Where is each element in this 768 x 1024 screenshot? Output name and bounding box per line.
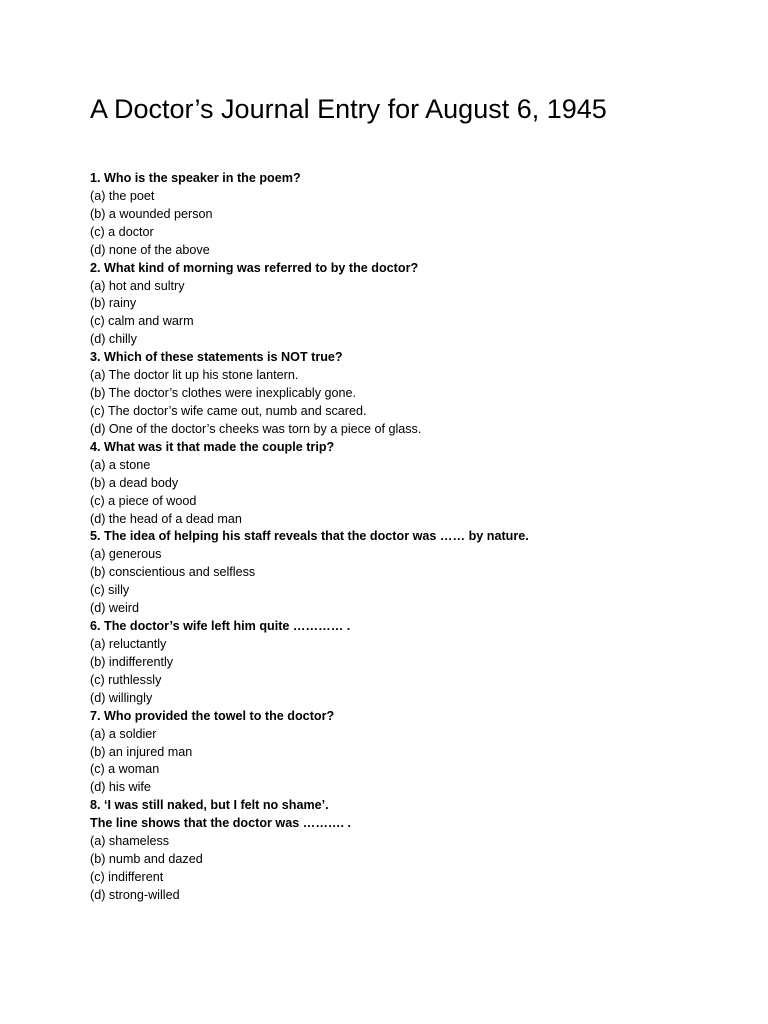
answer-option: (d) the head of a dead man: [90, 511, 242, 526]
question-text: 3. Which of these statements is NOT true?: [90, 350, 343, 365]
answer-option: (b) a wounded person: [90, 206, 213, 221]
answer-option: (a) the poet: [90, 188, 155, 203]
answer-option: (c) calm and warm: [90, 314, 194, 329]
question-block: [90, 170, 730, 260]
answer-option: (a) reluctantly: [90, 636, 167, 651]
answer-option: (b) indifferently: [90, 654, 174, 669]
question-block: [90, 797, 730, 905]
question-block: [90, 349, 730, 439]
question-text: 4. What was it that made the couple trip?: [90, 439, 335, 454]
question-text: 1. Who is the speaker in the poem?: [90, 171, 301, 185]
answer-option: (b) a dead body: [90, 475, 179, 490]
answer-option: (c) ruthlessly: [90, 672, 162, 687]
question-text: 5. The idea of helping his staff reveals that the doctor was …… by nature.: [90, 529, 529, 544]
answer-option: (d) weird: [90, 601, 139, 616]
page-title: A Doctor’s Journal Entry for August 6, 1945: [90, 94, 607, 124]
answer-option: (d) willingly: [90, 690, 153, 705]
answer-option: (c) silly: [90, 583, 130, 598]
question-block: [90, 708, 730, 798]
question-text: 6. The doctor’s wife left him quite ………… .: [90, 619, 351, 634]
answer-option: (c) indifferent: [90, 869, 164, 884]
answer-option: (b) conscientious and selfless: [90, 565, 256, 580]
answer-option: (b) numb and dazed: [90, 852, 203, 867]
answer-option: (c) The doctor’s wife came out, numb and scared.: [90, 403, 367, 418]
question-text: 2. What kind of morning was referred to by the doctor?: [90, 260, 419, 275]
answer-option: (d) One of the doctor’s cheeks was torn by a piece of glass.: [90, 421, 422, 436]
question-text: 8. ‘I was still naked, but I felt no shame’.: [90, 798, 329, 813]
question-block: [90, 618, 730, 708]
answer-option: (a) a stone: [90, 457, 151, 472]
answer-option: (a) hot and sultry: [90, 278, 185, 293]
answer-option: (d) chilly: [90, 332, 137, 347]
answer-option: (a) a soldier: [90, 726, 157, 741]
question-list: [90, 170, 730, 905]
answer-option: (a) generous: [90, 547, 162, 562]
answer-option: (c) a piece of wood: [90, 493, 197, 508]
answer-option: (d) strong-willed: [90, 887, 180, 902]
question-block: [90, 528, 730, 618]
question-block: [90, 439, 730, 529]
question-text: 7. Who provided the towel to the doctor?: [90, 708, 335, 723]
answer-option: (b) rainy: [90, 296, 137, 311]
answer-option: (d) his wife: [90, 780, 151, 795]
answer-option: (b) an injured man: [90, 744, 193, 759]
answer-option: (a) shameless: [90, 834, 170, 849]
question-block: [90, 260, 730, 350]
answer-option: (a) The doctor lit up his stone lantern.: [90, 368, 299, 383]
answer-option: (c) a doctor: [90, 224, 154, 239]
answer-option: (c) a woman: [90, 762, 160, 777]
answer-option: (b) The doctor’s clothes were inexplicably gone.: [90, 386, 357, 401]
question-text: The line shows that the doctor was ………. .: [90, 816, 352, 831]
answer-option: (d) none of the above: [90, 242, 210, 257]
